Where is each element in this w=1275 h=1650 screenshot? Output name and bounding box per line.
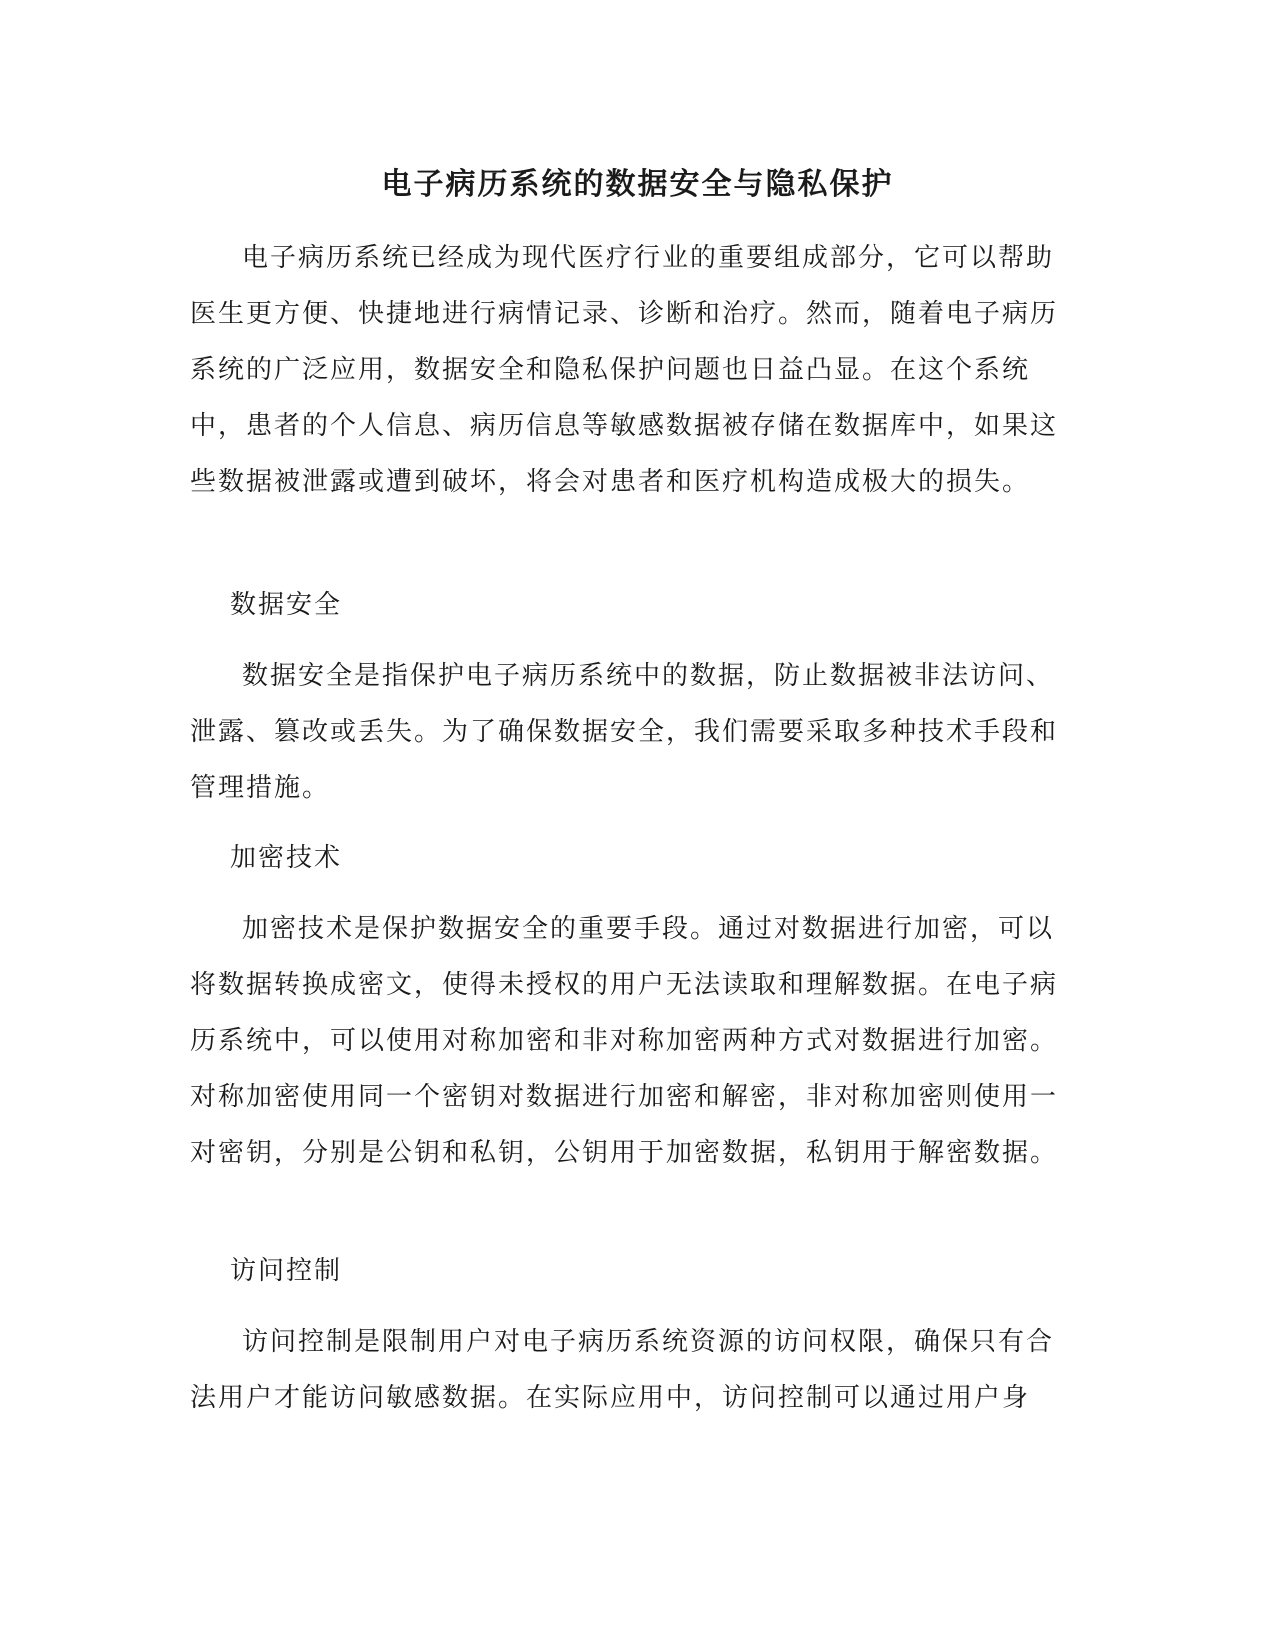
intro-paragraph: 电子病历系统已经成为现代医疗行业的重要组成部分，它可以帮助医生更方便、快捷地进行病情记录、诊断和治疗。然而，随着电子病历系统的广泛应用，数据安全和隐私保护问题也日益凸显。在这个系统中，患者的个人信息、病历信息等敏感数据被存储在数据库中，如果这些数据被泄露或遭到破坏，将会对患者和医疗机构造成极大的损失。	[190, 243, 1059, 497]
section-heading-data-security: 数据安全	[230, 590, 343, 620]
document-title: 电子病历系统的数据安全与隐私保护	[381, 167, 894, 202]
section-heading-access-control: 访问控制	[230, 1256, 343, 1286]
section-paragraph-data-security: 数据安全是指保护电子病历系统中的数据，防止数据被非法访问、泄露、篡改或丢失。为了确保数据安全，我们需要采取多种技术手段和管理措施。	[190, 661, 1059, 803]
section-paragraph-access-control: 访问控制是限制用户对电子病历系统资源的访问权限，确保只有合法用户才能访问敏感数据。在实际应用中，访问控制可以通过用户身	[190, 1327, 1055, 1413]
section-heading-encryption: 加密技术	[230, 843, 343, 873]
section-paragraph-encryption: 加密技术是保护数据安全的重要手段。通过对数据进行加密，可以将数据转换成密文，使得未授权的用户无法读取和理解数据。在电子病历系统中，可以使用对称加密和非对称加密两种方式对数据进行加密。对称加密使用同一个密钥对数据进行加密和解密，非对称加密则使用一对密钥，分别是公钥和私钥，公钥用于加密数据，私钥用于解密数据。	[190, 914, 1059, 1168]
